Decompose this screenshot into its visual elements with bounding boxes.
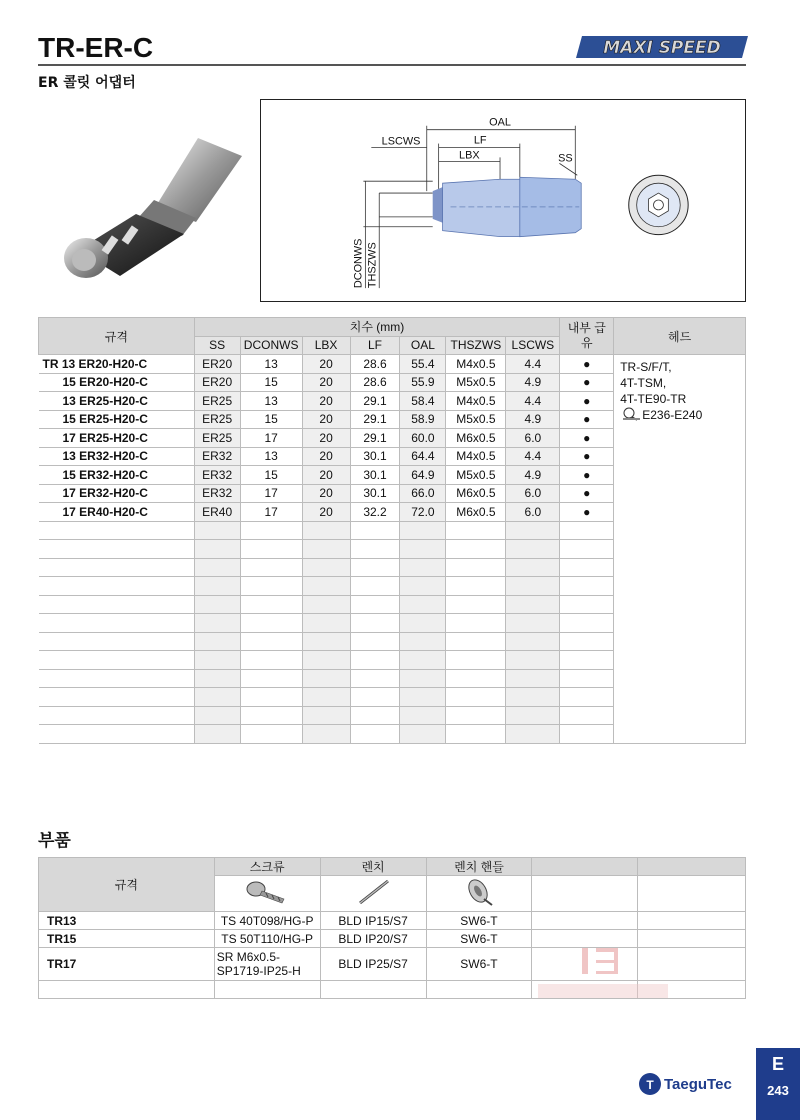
dim-cell [400, 521, 446, 540]
dim-cell [240, 706, 302, 725]
svg-text:TaeguTec: TaeguTec [664, 1076, 732, 1093]
dim-cell: 6.0 [506, 484, 560, 503]
dim-cell [446, 706, 506, 725]
table-row [39, 355, 746, 374]
header-spec: 규격 [39, 318, 195, 355]
coolant-cell: ● [560, 503, 614, 522]
wrench-cell: BLD IP15/S7 [320, 912, 426, 930]
dim-header: OAL [400, 336, 446, 355]
spec-code [39, 558, 195, 577]
dim-cell: 29.1 [350, 392, 400, 411]
dim-cell: M4x0.5 [446, 355, 506, 374]
dim-cell [506, 632, 560, 651]
dim-cell [240, 669, 302, 688]
dim-header: DCONWS [240, 336, 302, 355]
parts-title: 부품 [38, 831, 71, 851]
spec-code [39, 706, 195, 725]
dim-cell: 64.9 [400, 466, 446, 485]
taegutec-logo [638, 1070, 750, 1100]
dim-cell [446, 669, 506, 688]
dim-cell: 4.4 [506, 447, 560, 466]
dim-cell [240, 651, 302, 670]
dim-cell [194, 577, 240, 596]
dim-cell: 20 [302, 410, 350, 429]
coolant-cell: ● [560, 466, 614, 485]
empty-cell [532, 912, 638, 930]
dim-cell [506, 651, 560, 670]
dim-cell [194, 669, 240, 688]
spec-code: TR 13 ER20-H20-C [39, 355, 195, 374]
dim-cell: 55.9 [400, 373, 446, 392]
dim-header: LSCWS [506, 336, 560, 355]
dim-cell [506, 725, 560, 744]
dim-cell [194, 540, 240, 559]
dimension-diagram [260, 99, 746, 302]
dim-cell: ER25 [194, 392, 240, 411]
header-dims: 치수 (mm) [194, 318, 560, 337]
dim-cell [194, 614, 240, 633]
dim-cell [302, 632, 350, 651]
spec-code [39, 614, 195, 633]
parts-header-empty [532, 858, 638, 876]
spec-prefix: TR [42, 356, 59, 371]
coolant-cell [560, 669, 614, 688]
dim-cell [446, 614, 506, 633]
coolant-cell [560, 688, 614, 707]
dim-cell [350, 669, 400, 688]
dim-cell: 20 [302, 484, 350, 503]
dim-cell [446, 688, 506, 707]
spec-code: 17 ER25-H20-C [39, 429, 195, 448]
dim-cell [400, 540, 446, 559]
parts-header-spec: 규격 [39, 858, 215, 912]
empty-cell [638, 912, 746, 930]
dim-cell: 32.2 [350, 503, 400, 522]
coolant-cell: ● [560, 484, 614, 503]
spec-code: 13 ER32-H20-C [39, 447, 195, 466]
dim-cell: M4x0.5 [446, 447, 506, 466]
coolant-cell [560, 577, 614, 596]
spec-code: 15 ER25-H20-C [39, 410, 195, 429]
spec-code: 15 ER20-H20-C [39, 373, 195, 392]
dim-cell [506, 614, 560, 633]
maxispeed-logo [576, 34, 748, 60]
dim-cell: M6x0.5 [446, 429, 506, 448]
dim-cell: M5x0.5 [446, 373, 506, 392]
dim-header: LF [350, 336, 400, 355]
dim-cell: M5x0.5 [446, 466, 506, 485]
dim-cell [350, 651, 400, 670]
dim-cell [350, 595, 400, 614]
coolant-cell [560, 558, 614, 577]
dim-cell [446, 632, 506, 651]
svg-text:DCONWS: DCONWS [352, 238, 365, 289]
dim-cell: 15 [240, 410, 302, 429]
screw-cell: SR M6x0.5- SP1719-IP25-H [214, 948, 320, 981]
page-subtitle: ER 콜릿 어댑터 [38, 75, 136, 91]
dim-cell [506, 577, 560, 596]
dim-cell [446, 651, 506, 670]
svg-text:MAXI SPEED: MAXI SPEED [603, 38, 721, 58]
page-number: 243 [767, 1083, 789, 1098]
dim-cell: 28.6 [350, 355, 400, 374]
svg-text:T: T [646, 1078, 654, 1092]
part-code: TR15 [39, 930, 215, 948]
dim-cell [302, 558, 350, 577]
spec-code: 17 ER32-H20-C [39, 484, 195, 503]
dim-header: LBX [302, 336, 350, 355]
dim-cell [350, 632, 400, 651]
dim-cell [400, 595, 446, 614]
screw-cell: TS 40T098/HG-P [214, 912, 320, 930]
dim-cell: 15 [240, 373, 302, 392]
dim-cell [302, 651, 350, 670]
dim-cell [506, 688, 560, 707]
table-row [39, 912, 746, 930]
dim-cell: ER40 [194, 503, 240, 522]
coolant-cell [560, 595, 614, 614]
dim-cell [194, 706, 240, 725]
dim-cell: 29.1 [350, 429, 400, 448]
dim-cell: 20 [302, 466, 350, 485]
dim-cell [302, 614, 350, 633]
svg-text:OAL: OAL [489, 116, 511, 129]
spec-code [39, 688, 195, 707]
dim-cell [302, 669, 350, 688]
coolant-cell: ● [560, 429, 614, 448]
dim-cell: 20 [302, 373, 350, 392]
dim-cell: ER25 [194, 429, 240, 448]
spec-code: 17 ER40-H20-C [39, 503, 195, 522]
coolant-cell [560, 651, 614, 670]
dim-cell [240, 577, 302, 596]
dim-cell [240, 595, 302, 614]
dim-cell [350, 706, 400, 725]
dim-cell [400, 614, 446, 633]
dim-cell [400, 632, 446, 651]
dim-cell: M6x0.5 [446, 484, 506, 503]
dim-cell [302, 577, 350, 596]
dim-cell [400, 669, 446, 688]
spec-code [39, 651, 195, 670]
parts-header-empty [638, 858, 746, 876]
svg-text:THSZWS: THSZWS [366, 242, 379, 289]
dim-cell [240, 614, 302, 633]
coolant-cell: ● [560, 410, 614, 429]
dim-cell: 6.0 [506, 503, 560, 522]
dim-cell [240, 521, 302, 540]
dim-cell: 20 [302, 447, 350, 466]
spec-code [39, 595, 195, 614]
dim-cell [194, 521, 240, 540]
page-title: TR-ER-C [38, 32, 154, 63]
dim-cell [400, 577, 446, 596]
dim-cell: ER32 [194, 466, 240, 485]
dim-cell: 28.6 [350, 373, 400, 392]
dim-cell: 29.1 [350, 410, 400, 429]
dim-cell [506, 669, 560, 688]
dim-cell [506, 595, 560, 614]
dim-cell [302, 725, 350, 744]
coolant-cell: ● [560, 447, 614, 466]
screw-cell: TS 50T110/HG-P [214, 930, 320, 948]
dim-cell [446, 540, 506, 559]
dim-cell [240, 688, 302, 707]
dim-cell: 4.4 [506, 392, 560, 411]
spec-code: 13 ER25-H20-C [39, 392, 195, 411]
spec-code [39, 521, 195, 540]
dim-cell: 4.9 [506, 410, 560, 429]
dim-cell: 13 [240, 392, 302, 411]
dim-cell [194, 595, 240, 614]
parts-header-screw: 스크류 [214, 858, 320, 876]
dim-cell [240, 558, 302, 577]
dim-cell [194, 558, 240, 577]
parts-header-handle: 렌치 핸들 [426, 858, 532, 876]
part-code: TR13 [39, 912, 215, 930]
dim-cell [446, 558, 506, 577]
head-cell [614, 355, 746, 744]
dim-cell [302, 706, 350, 725]
dim-cell: 17 [240, 484, 302, 503]
head-line: TR-S/F/T, [620, 360, 672, 374]
spec-code [39, 577, 195, 596]
dim-cell: 17 [240, 429, 302, 448]
parts-header-wrench: 렌치 [320, 858, 426, 876]
dim-cell: 55.4 [400, 355, 446, 374]
dim-cell [400, 651, 446, 670]
dim-cell [446, 725, 506, 744]
spec-code [39, 669, 195, 688]
dim-cell: 58.4 [400, 392, 446, 411]
svg-text:LF: LF [473, 134, 487, 147]
coolant-cell [560, 540, 614, 559]
dim-cell [240, 632, 302, 651]
title-divider [38, 64, 746, 66]
svg-text:SS: SS [558, 152, 573, 165]
dim-cell [350, 614, 400, 633]
dim-cell [350, 725, 400, 744]
dim-cell [350, 540, 400, 559]
dim-cell: 20 [302, 503, 350, 522]
dim-cell: 4.4 [506, 355, 560, 374]
dim-cell: M4x0.5 [446, 392, 506, 411]
head-line: 4T-TSM, [620, 376, 667, 390]
dim-cell [400, 725, 446, 744]
dim-header: SS [194, 336, 240, 355]
dim-cell [240, 540, 302, 559]
dim-cell [194, 725, 240, 744]
header-head: 헤드 [614, 318, 746, 355]
wrench-cell: BLD IP25/S7 [320, 948, 426, 981]
section-letter: E [771, 1054, 784, 1074]
dim-cell [194, 632, 240, 651]
dim-cell: 20 [302, 392, 350, 411]
product-photo [46, 126, 246, 286]
dim-cell [506, 558, 560, 577]
dim-cell [194, 688, 240, 707]
dim-cell: 58.9 [400, 410, 446, 429]
handle-cell: SW6-T [426, 930, 532, 948]
header-coolant: 내부 급유 [560, 318, 614, 355]
dim-cell [400, 558, 446, 577]
wrench-icon [320, 876, 426, 912]
dim-cell: 4.9 [506, 373, 560, 392]
dim-cell: 72.0 [400, 503, 446, 522]
screw-icon [214, 876, 320, 912]
coolant-cell [560, 706, 614, 725]
dim-cell: 64.4 [400, 447, 446, 466]
dim-cell [400, 688, 446, 707]
svg-text:LBX: LBX [459, 149, 480, 162]
spec-code: 15 ER32-H20-C [39, 466, 195, 485]
dim-cell: 20 [302, 429, 350, 448]
dim-cell [446, 577, 506, 596]
watermark [538, 944, 668, 1014]
dim-cell [302, 595, 350, 614]
dim-cell: M5x0.5 [446, 410, 506, 429]
dim-cell [302, 688, 350, 707]
dim-cell [350, 577, 400, 596]
spec-code [39, 632, 195, 651]
dim-cell [302, 521, 350, 540]
dim-cell [302, 540, 350, 559]
catalog-reference: E236-E240 [620, 407, 739, 423]
dim-cell [350, 558, 400, 577]
dim-header: THSZWS [446, 336, 506, 355]
dim-cell [240, 725, 302, 744]
dim-cell: 20 [302, 355, 350, 374]
spec-code [39, 540, 195, 559]
svg-text:LSCWS: LSCWS [381, 135, 421, 148]
dim-cell: 66.0 [400, 484, 446, 503]
dim-cell: 13 [240, 355, 302, 374]
handle-cell: SW6-T [426, 948, 532, 981]
dim-cell [194, 651, 240, 670]
coolant-cell: ● [560, 373, 614, 392]
dim-cell: 30.1 [350, 484, 400, 503]
coolant-cell [560, 614, 614, 633]
handle-cell: SW6-T [426, 912, 532, 930]
section-tab [756, 1048, 800, 1120]
book-icon [620, 407, 642, 421]
dim-cell: 17 [240, 503, 302, 522]
dim-cell: ER25 [194, 410, 240, 429]
dim-cell: 6.0 [506, 429, 560, 448]
dim-cell: ER32 [194, 447, 240, 466]
dim-cell [506, 706, 560, 725]
wrench-handle-icon [426, 876, 532, 912]
dim-cell: ER20 [194, 355, 240, 374]
dim-cell: ER20 [194, 373, 240, 392]
part-code: TR17 [39, 948, 215, 981]
dim-cell: ER32 [194, 484, 240, 503]
coolant-cell [560, 632, 614, 651]
head-line: 4T-TE90-TR [620, 392, 687, 406]
dim-cell [446, 595, 506, 614]
coolant-cell [560, 521, 614, 540]
dim-cell [446, 521, 506, 540]
spec-code [39, 725, 195, 744]
dim-cell [350, 521, 400, 540]
dim-cell: 60.0 [400, 429, 446, 448]
dim-cell: 30.1 [350, 466, 400, 485]
coolant-cell: ● [560, 355, 614, 374]
dim-cell: M6x0.5 [446, 503, 506, 522]
dim-cell [506, 540, 560, 559]
dim-cell: 15 [240, 466, 302, 485]
coolant-cell: ● [560, 392, 614, 411]
dim-cell [506, 521, 560, 540]
dim-cell: 4.9 [506, 466, 560, 485]
coolant-cell [560, 725, 614, 744]
dim-cell [350, 688, 400, 707]
dim-cell [400, 706, 446, 725]
dim-cell: 30.1 [350, 447, 400, 466]
wrench-cell: BLD IP20/S7 [320, 930, 426, 948]
spec-table [38, 317, 746, 744]
dim-cell: 13 [240, 447, 302, 466]
